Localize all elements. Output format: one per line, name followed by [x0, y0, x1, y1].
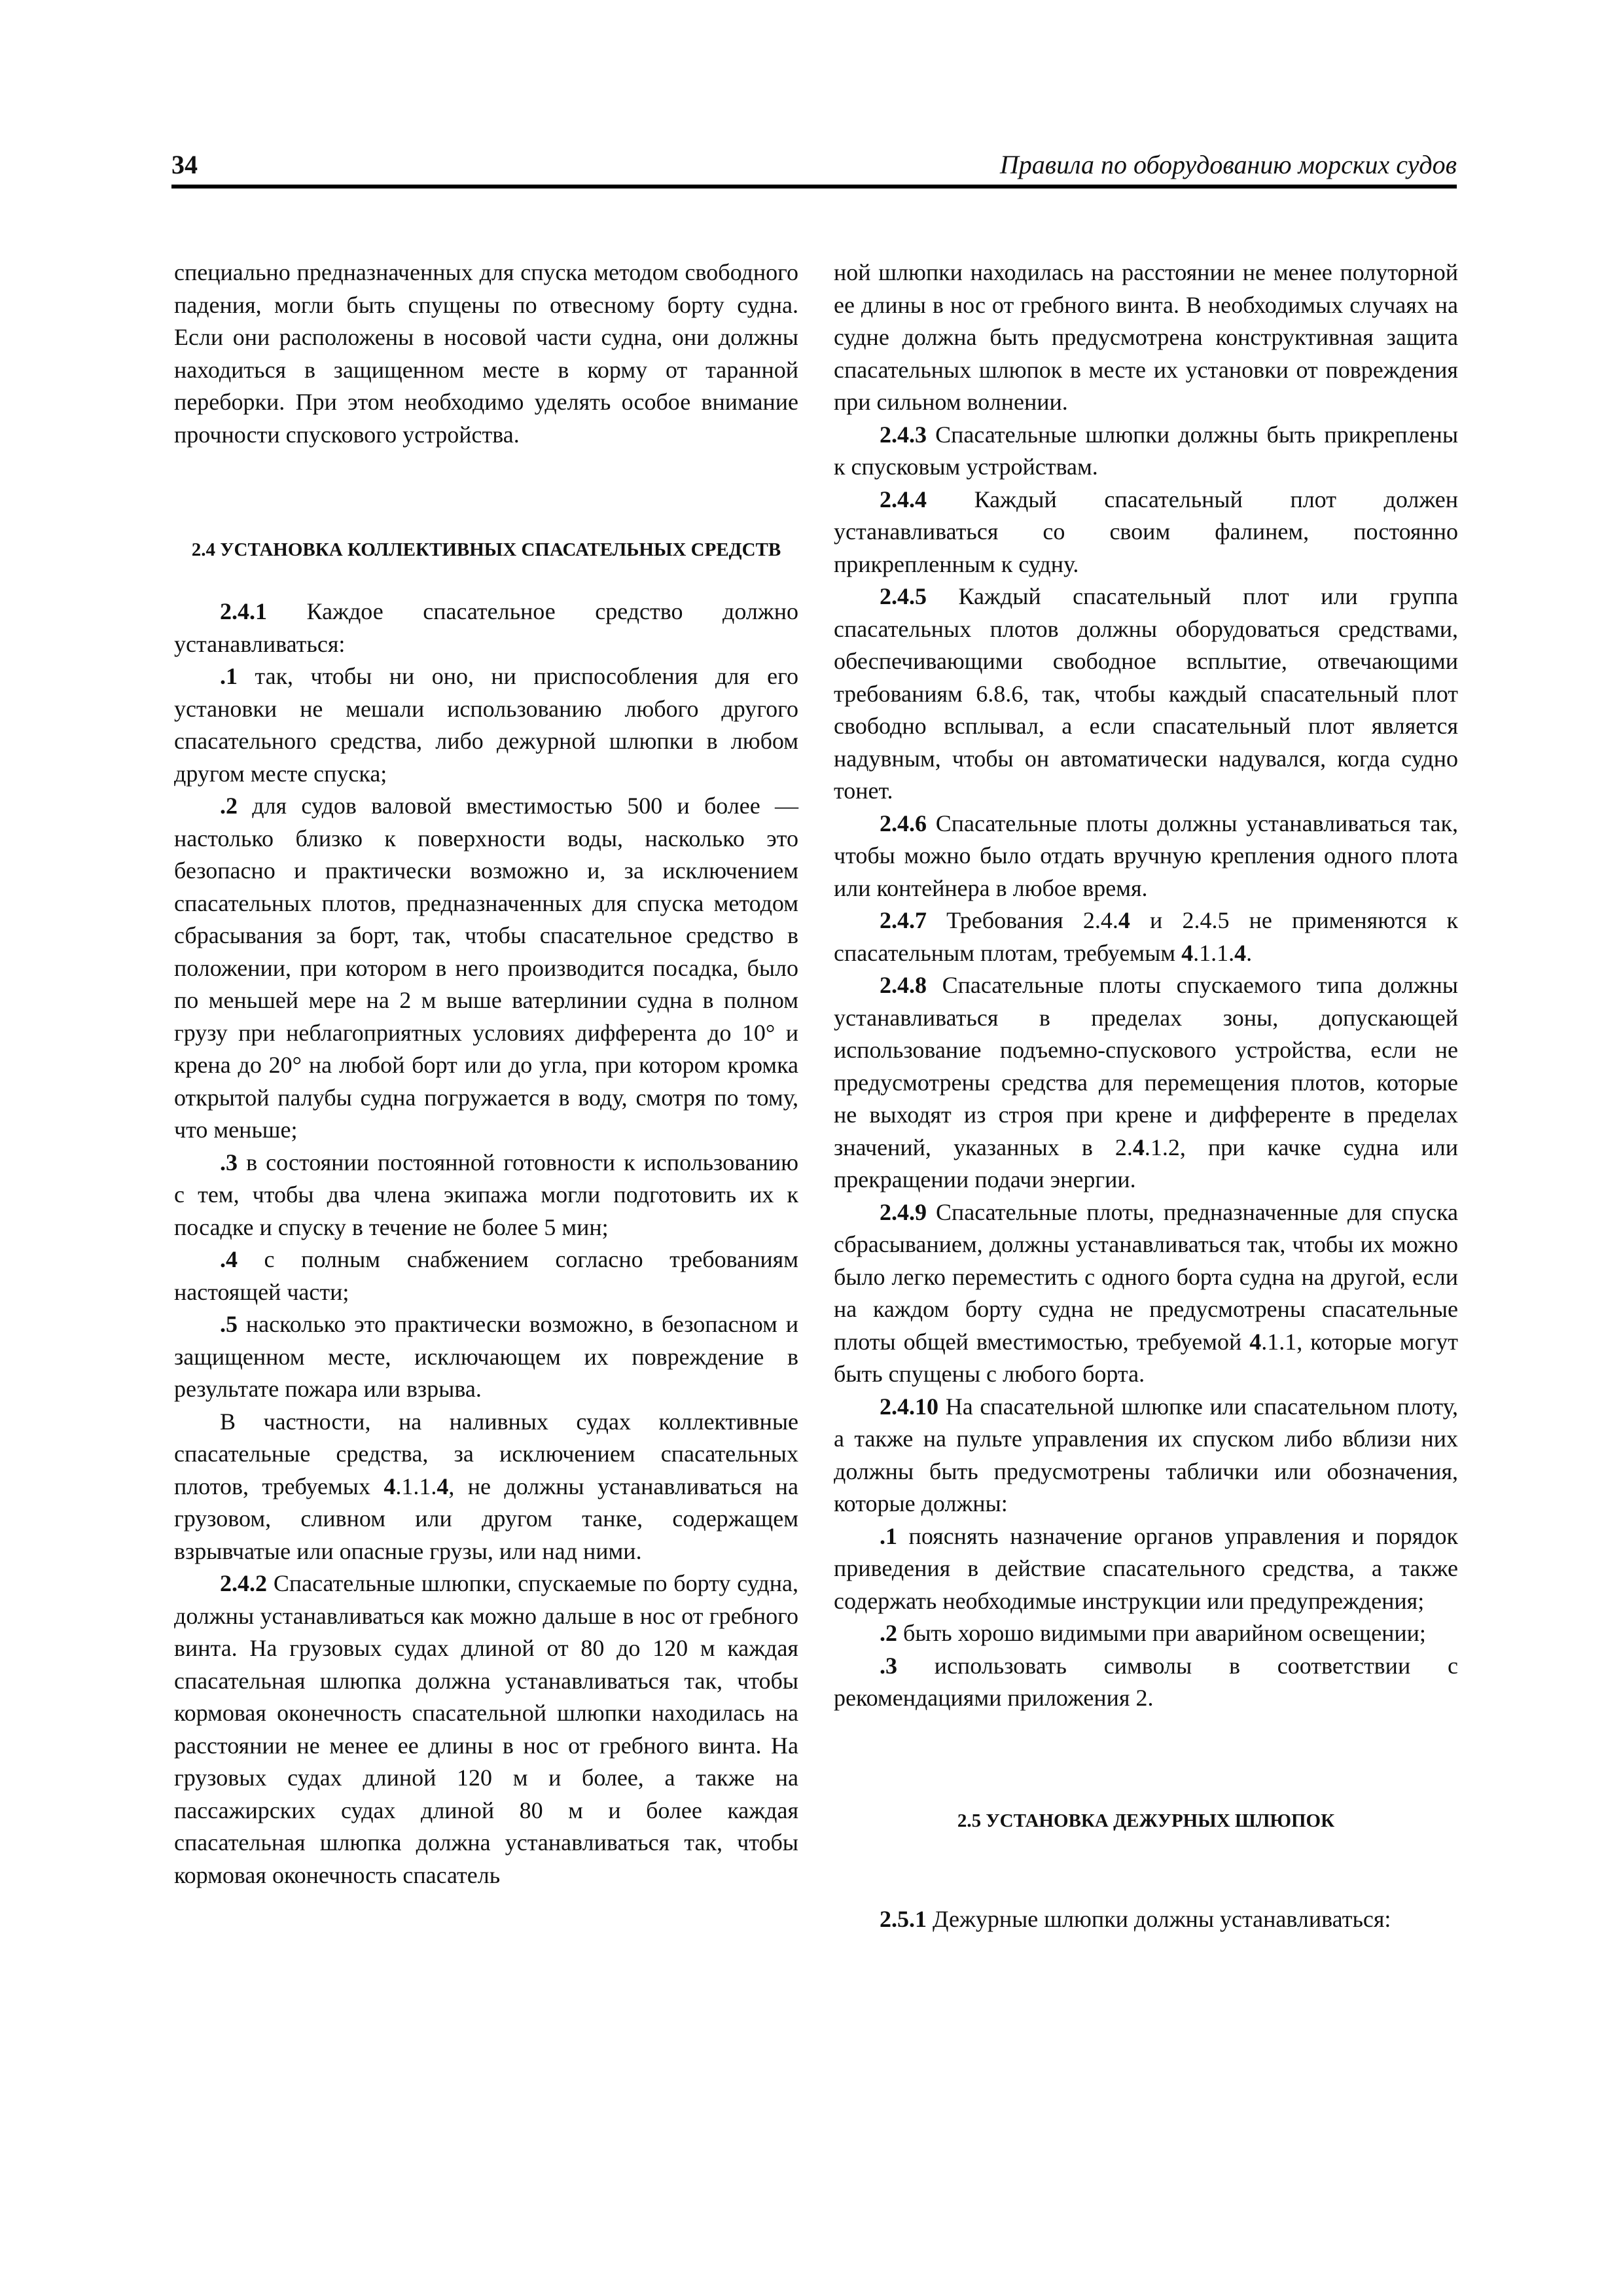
- clause-number: 2.4.5: [880, 583, 927, 609]
- paragraph-2-4-1: 2.4.1 Каждое спасательное средство должно устанавливаться:: [174, 598, 798, 657]
- list-item: .1 пояснять назначение органов управления и порядок приведения в действие спасательного средства, а также содержать необходимые инструкции или предупреждения;: [834, 1522, 1458, 1614]
- left-column: [174, 257, 798, 1892]
- item-number: .5: [220, 1311, 238, 1337]
- section-heading-2-4: 2.4 УСТАНОВКА КОЛЛЕКТИВНЫХ СПАСАТЕЛЬНЫХ СРЕДСТВ: [191, 539, 781, 560]
- running-title: Правила по оборудованию морских судов: [999, 150, 1457, 179]
- paragraph-2-4-2: 2.4.2 Спасательные шлюпки, спускаемые по борту судна, должны устанавливаться как можно дальше в нос от гребного винта. На грузовых судах длиной от 80 до 120 м каждая спасательная шлюпка должна устанавливаться так, чтобы кормовая оконечность спасательной шлюпки находилась на расстоянии не менее ее длины в нос от гребного винта. На грузовых судах длиной 120 м и более, а также на пассажирских судах длиной 80 м и более каждая спасательная шлюпка должна устанавливаться так, чтобы кормовая оконечность спасатель: [174, 1570, 798, 1888]
- right-column: [834, 257, 1458, 1935]
- clause-number: 2.4.10: [880, 1393, 938, 1420]
- list-item: .4 с полным снабжением согласно требованиям настоящей части;: [174, 1246, 798, 1305]
- clause-number: 2.4.2: [220, 1570, 267, 1596]
- paragraph-2-4-4: 2.4.4 Каждый спасательный плот должен устанавливаться со своим фалинем, постоянно прикрепленным к судну.: [834, 486, 1458, 577]
- list-item: .3 использовать символы в соответствии с рекомендациями приложения 2.: [834, 1652, 1458, 1711]
- clause-number: 2.4.1: [220, 598, 267, 624]
- list-item: .3 в состоянии постоянной готовности к использованию с тем, чтобы два члена экипажа могли подготовить их к посадке и спуску в течение не более 5 мин;: [174, 1149, 798, 1240]
- paragraph-2-4-5: 2.4.5 Каждый спасательный плот или группа спасательных плотов должны оборудоваться средствами, обеспечивающими свободное всплытие, отвечающими требованиям 6.8.6, так, чтобы каждый спасательный плот свободно всплывал, а если спасательный плот является надувным, чтобы он автоматически надувался, когда судно тонет.: [834, 583, 1458, 804]
- section-heading-2-5: 2.5 УСТАНОВКА ДЕЖУРНЫХ ШЛЮПОК: [957, 1810, 1335, 1831]
- paragraph-2-4-8: 2.4.8 Спасательные плоты спускаемого типа должны устанавливаться в пределах зоны, допускающей использование подъемно-спускового устройства, если не предусмотрены средства для перемещения плотов, которые не выходят из строя при крене и дифференте в пределах значений, указанных в 2.4.1.2, при качке судна или прекращении подачи энергии.: [834, 972, 1458, 1193]
- item-number: .1: [220, 663, 238, 689]
- page-header: [171, 145, 1457, 188]
- list-item: .2 быть хорошо видимыми при аварийном освещении;: [880, 1620, 1426, 1646]
- paragraph-2-4-6: 2.4.6 Спасательные плоты должны устанавливаться так, чтобы можно было отдать вручную крепления одного плота или контейнера в любое время.: [834, 810, 1458, 901]
- clause-number: 2.4.3: [880, 421, 927, 448]
- item-number: .1: [880, 1522, 897, 1549]
- list-item: .5 насколько это практически возможно, в безопасном и защищенном месте, исключающем их повреждение в результате пожара или взрыва.: [174, 1311, 798, 1402]
- clause-number: 2.4.4: [880, 486, 927, 512]
- item-number: .4: [220, 1246, 238, 1272]
- paragraph-continuation: ной шлюпки находилась на расстоянии не менее полуторной ее длины в нос от гребного винта. В необходимых случаях на судне должна быть предусмотрена конструктивная защита спасательных шлюпок в месте их установки от повреждения при сильном волнении.: [834, 259, 1458, 415]
- clause-number: 2.4.9: [880, 1198, 927, 1225]
- item-number: .3: [880, 1652, 897, 1679]
- list-item: .1 так, чтобы ни оно, ни приспособления для его установки не мешали использованию любого другого спасательного средства, либо дежурной шлюпки в любом другом месте спуска;: [174, 663, 798, 787]
- paragraph-2-4-9: 2.4.9 Спасательные плоты, предназначенные для спуска сбрасыванием, должны устанавливаться так, чтобы их можно было легко переместить с одного борта судна на другой, если на каждом борту судна не предусмотрены спасательные плоты общей вместимостью, требуемой 4.1.1, которые могут быть спущены с любого борта.: [834, 1198, 1459, 1387]
- paragraph-2-4-3: 2.4.3 Спасательные шлюпки должны быть прикреплены к спусковым устройствам.: [834, 421, 1458, 480]
- clause-number: 2.4.7: [880, 907, 927, 933]
- paragraph-2-4-7: 2.4.7 Требования 2.4.4 и 2.4.5 не применяются к спасательным плотам, требуемым 4.1.1.4.: [834, 907, 1458, 966]
- list-item: .2 для судов валовой вместимостью 500 и более — настолько близко к поверхности воды, насколько это безопасно и практически возможно и, за исключением спасательных плотов, предназначенных для спуска методом сбрасывания за борт, так, чтобы спасательное средство в положении, при котором в него производится посадка, было по меньшей мере на 2 м выше ватерлинии судна в полном грузу при неблагоприятных условиях дифферента до 10° и крена до 20° на любой борт или до угла, при котором кромка открытой палубы судна погружается в воду, смотря по тому, что меньше;: [174, 793, 798, 1143]
- item-number: .2: [220, 793, 238, 819]
- clause-number: 2.5.1: [880, 1905, 927, 1932]
- item-number: .3: [220, 1149, 238, 1175]
- item-number: .2: [880, 1620, 897, 1646]
- clause-number: 2.4.8: [880, 972, 927, 998]
- clause-number: 2.4.6: [880, 810, 927, 836]
- page-number: 34: [171, 150, 198, 179]
- paragraph-continuation: специально предназначенных для спуска методом свободного падения, могли быть спущены по отвесному борту судна. Если они расположены в носовой части судна, они должны находиться в защищенном месте в корму от таранной переборки. При этом необходимо уделять особое внимание прочности спускового устройства.: [174, 259, 798, 448]
- paragraph-2-5-1: 2.5.1 Дежурные шлюпки должны устанавливаться:: [880, 1905, 1391, 1932]
- paragraph-2-4-10: 2.4.10 На спасательной шлюпке или спасательном плоту, а также на пульте управления их спуском либо вблизи них должны быть предусмотрены таблички или обозначения, которые должны:: [834, 1393, 1458, 1516]
- paragraph-tankers: В частности, на наливных судах коллективные спасательные средства, за исключением спасательных плотов, требуемых 4.1.1.4, не должны устанавливаться на грузовом, сливном или другом танке, содержащем взрывчатые или опасные грузы, или над ними.: [174, 1408, 798, 1564]
